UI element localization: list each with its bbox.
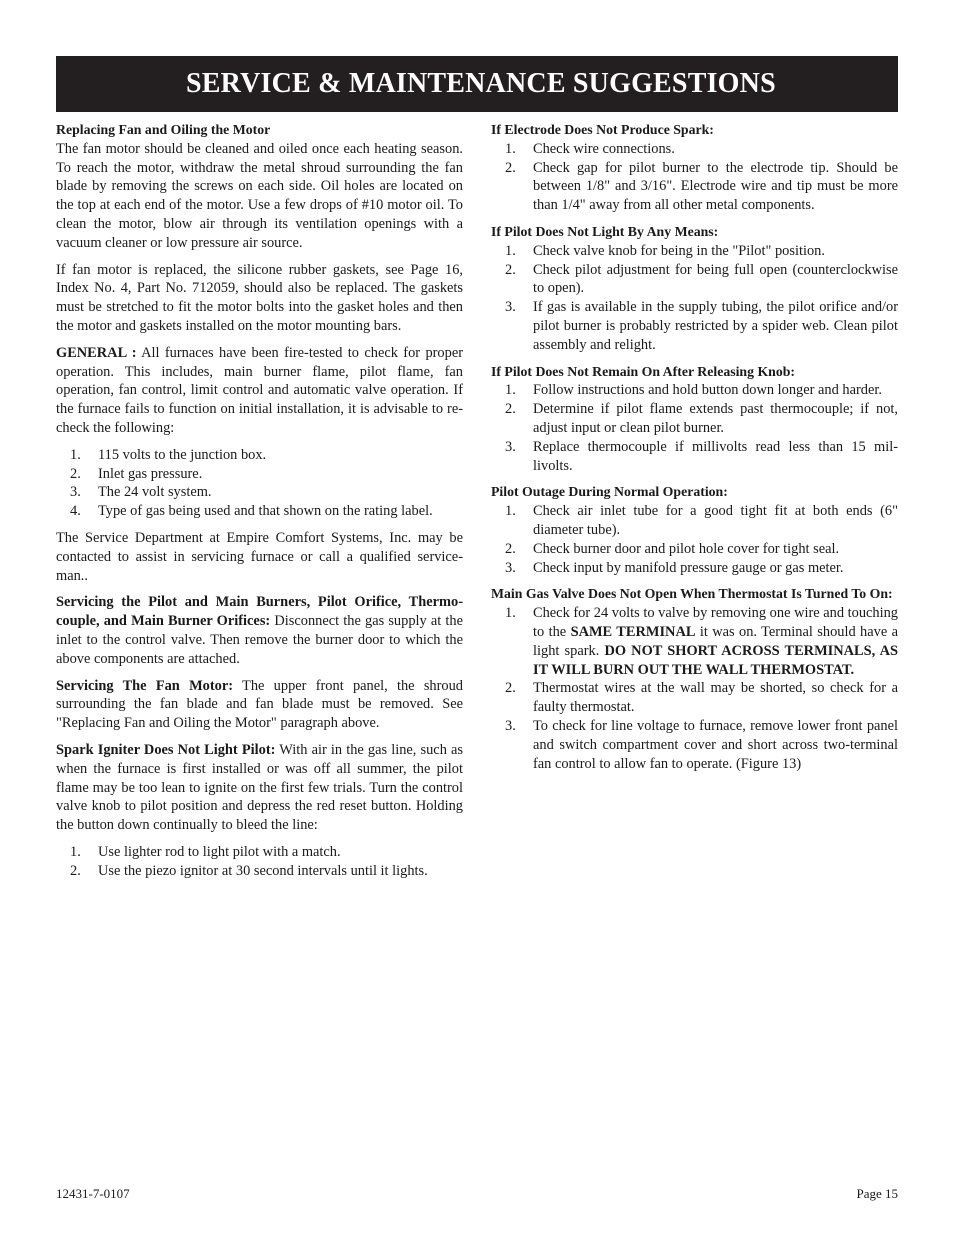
list-item: 1. Check air inlet tube for a good tight fit at both ends (6" diameter tube). [505, 503, 898, 538]
general-checklist [56, 446, 463, 521]
spark-igniter-paragraph: Spark Igniter Does Not Light Pilot: With air in the gas line, such as when the furnace is first installed or was off all summer, the pilot flame may be too lean to ignite on the first few trials. Turn the control valve knob to pilot position and depress the red reset button. Holding the button down continually to bleed the line: [56, 741, 464, 834]
list-item: 2. Determine if pilot flame extends past thermocouple; if not, adjust input or clean pilot burner. [505, 401, 898, 436]
pilot-burners-paragraph: Servicing the Pilot and Main Burners, Pilot Orifice, Thermo-couple, and Main Burner Orifices: Disconnect the gas supply at the inlet to the control valve. Then remove the burner door to which the above components are attached. [56, 594, 463, 667]
not-remain-list [491, 381, 898, 475]
pilot-burners-label: Servicing the Pilot and Main Burners, Pilot Orifice, Thermo-couple, and Main Burner Orifices: [56, 594, 463, 630]
electrode-heading: If Electrode Does Not Produce Spark: [491, 122, 714, 137]
outage-heading: Pilot Outage During Normal Operation: [491, 484, 728, 500]
gasket-paragraph: If fan motor is replaced, the silicone rubber gaskets, see Page 16, Index No. 4, Part No. 712059, should also be replaced. The gaskets must be stretched to fit the motor bolts into the gasket holes and then the motor and gaskets installed on the motor mounting bars. [56, 261, 463, 334]
list-item: 1. Check valve knob for being in the "Pilot" position. [505, 242, 825, 259]
list-item: 1. Use lighter rod to light pilot with a match. [70, 843, 341, 860]
list-item: 3. Check input by manifold pressure gauge or gas meter. [505, 559, 844, 576]
general-text: All furnaces have been fire-tested to check for proper operation. This includes, main burner flame, pilot flame, fan operation, fan control, limit control and automatic valve operation. If the furnace fails to function on initial installation, it is advisable to re-check the following: [56, 344, 464, 436]
left-column [56, 121, 463, 888]
list-item: 3. To check for line voltage to furnace, remove lower front panel and switch compartment cover and short across two-terminal fan control to allow fan to operate. (Figure 13) [505, 717, 898, 772]
spark-igniter-label: Spark Igniter Does Not Light Pilot: [56, 741, 276, 758]
outage-list [491, 502, 898, 577]
general-label: GENERAL : [56, 344, 137, 361]
list-item: 2. Check pilot adjustment for being full open (counterclockwise to open). [505, 261, 898, 297]
not-remain-section [491, 363, 898, 476]
list-item: 2. Check burner door and pilot hole cover for tight seal. [505, 540, 840, 557]
list-item: 1. Check for 24 volts to valve by removing one wire and touching to the SAME TERMINAL it was on. Terminal should have a light spark. DO NOT SHORT ACROSS TERMINALS, AS IT WILL BURN OUT THE WALL THERMOSTAT. [505, 605, 898, 678]
page-number: Page 15 [856, 1186, 898, 1201]
list-item: 3. The 24 volt system. [70, 484, 212, 501]
outage-section [491, 483, 898, 577]
section-banner [56, 56, 898, 112]
list-item: 1. Follow instructions and hold button down longer and harder. [505, 382, 882, 399]
list-item: 2. Inlet gas pressure. [70, 465, 203, 482]
no-light-list [491, 242, 898, 355]
fan-motor-paragraph: Servicing The Fan Motor: The upper front panel, the shroud surrounding the fan blade and fan blade must be removed. See "Replacing Fan and Oiling the Motor" paragraph above. [56, 677, 464, 732]
main-valve-list [491, 604, 898, 773]
spark-igniter-list [56, 843, 463, 881]
main-valve-heading: Main Gas Valve Does Not Open When Thermostat Is Turned To On: [491, 586, 893, 602]
list-item: 3. Replace thermocouple if millivolts read less than 15 mil-livolts. [505, 438, 898, 474]
electrode-list [491, 140, 898, 215]
list-item: 3. If gas is available in the supply tubing, the pilot orifice and/or pilot burner is probably restricted by a spider web. Clean pilot assembly and relight. [505, 299, 898, 353]
fan-motor-label: Servicing The Fan Motor: [56, 677, 234, 694]
list-item: 2. Check gap for pilot burner to the electrode tip. Should be between 1/8" and 3/16". Electrode wire and tip must be more than 1/4" away from all other metal components. [505, 159, 898, 214]
document-number: 12431-7-0107 [56, 1186, 130, 1201]
page-title: SERVICE & MAINTENANCE SUGGESTIONS [186, 68, 776, 99]
right-column [491, 121, 898, 781]
no-light-heading: If Pilot Does Not Light By Any Means: [491, 223, 719, 239]
general-paragraph [56, 344, 463, 438]
list-item: 2. Thermostat wires at the wall may be shorted, so check for a faulty thermostat. [505, 680, 898, 716]
not-remain-heading: If Pilot Does Not Remain On After Releasing Knob: [491, 363, 796, 379]
electrode-section [491, 121, 898, 215]
no-light-section [491, 223, 898, 355]
list-item: 4. Type of gas being used and that shown on the rating label. [70, 503, 433, 520]
list-item: 2. Use the piezo ignitor at 30 second intervals until it lights. [70, 862, 428, 879]
replacing-fan-heading: Replacing Fan and Oiling the Motor [56, 122, 271, 137]
replacing-fan-paragraph: The fan motor should be cleaned and oiled once each heating season. To reach the motor, withdraw the metal shroud surrounding the fan blade by removing the screws on each side. Oil holes are located on the top at each end of the motor. Use a few drops of #10 motor oil. To clean the motor, blow air through its ventilation openings with a vacuum cleaner or low pressure air source. [56, 140, 463, 251]
list-item: 1. 115 volts to the junction box. [70, 446, 267, 463]
main-valve-section [491, 585, 898, 773]
list-item: 1. Check wire connections. [505, 140, 675, 157]
service-department-paragraph: The Service Department at Empire Comfort Systems, Inc. may be contacted to assist in servicing furnace or call a qualified service-man.. [56, 529, 463, 584]
